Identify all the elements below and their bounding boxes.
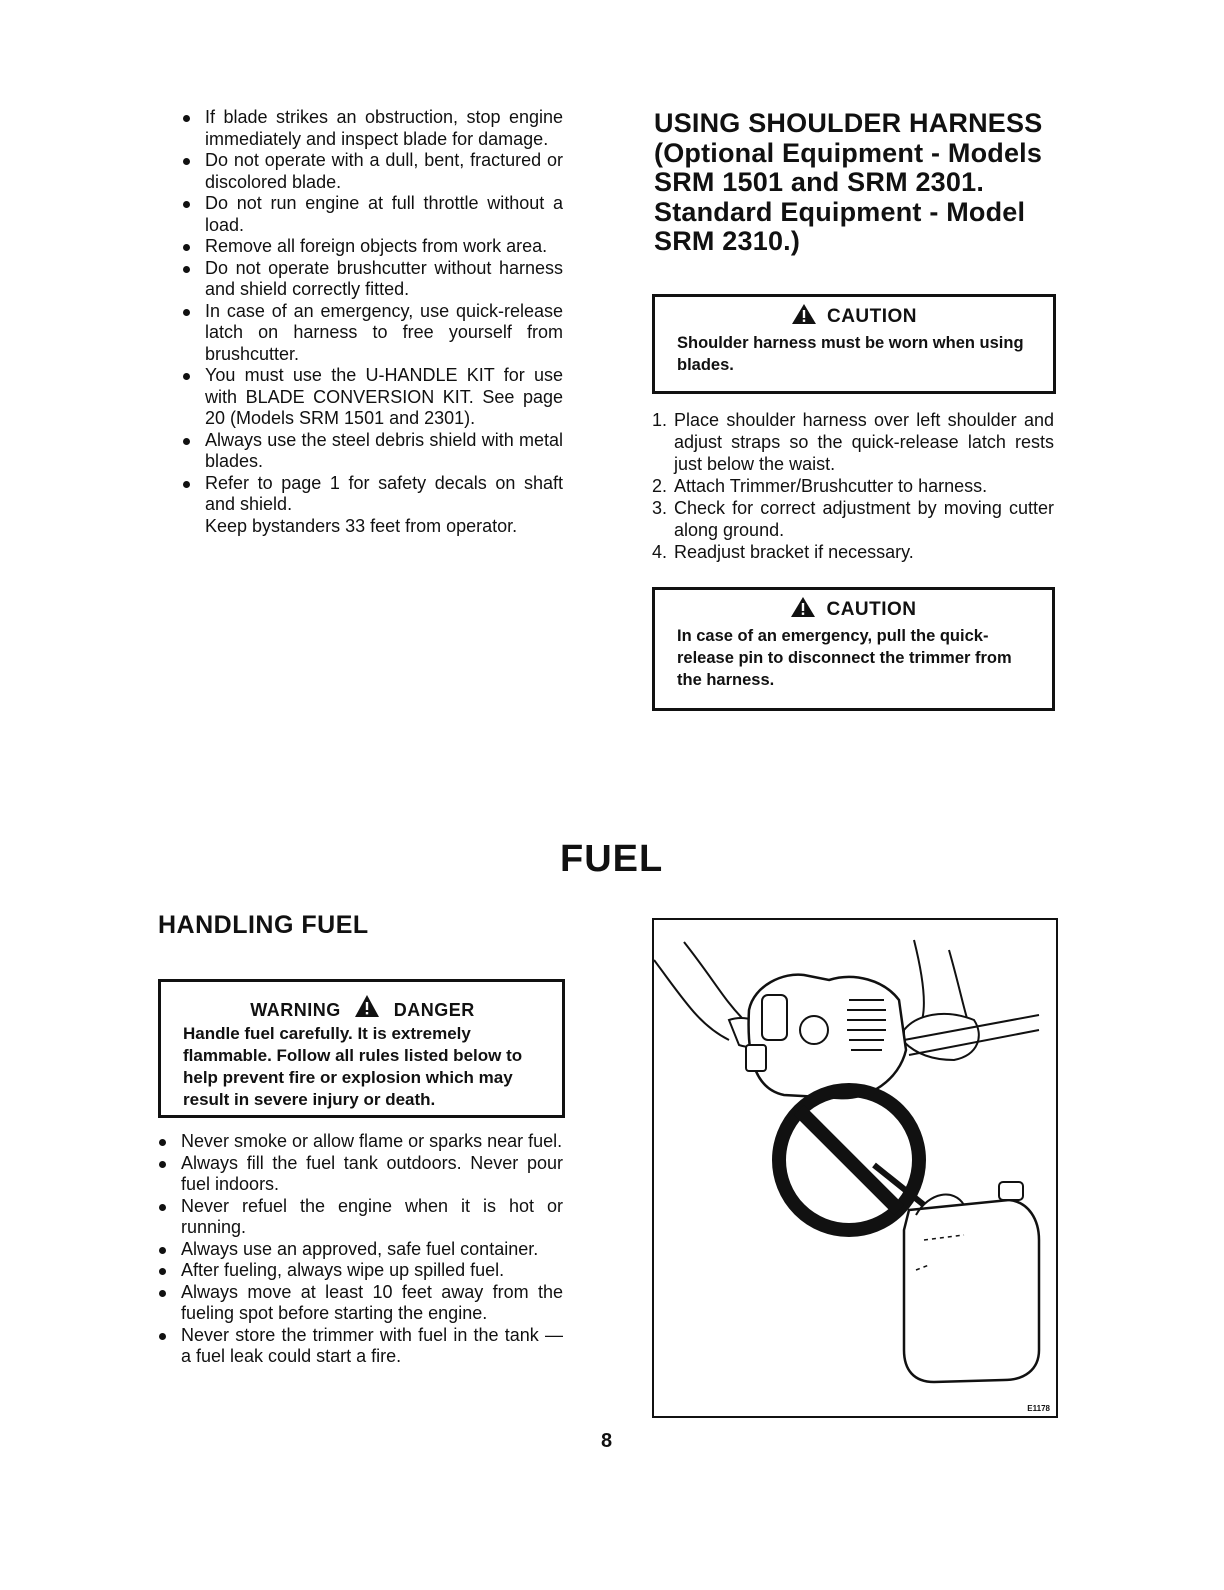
list-item: Do not operate brushcutter without harness and shield correctly fitted. xyxy=(180,258,563,301)
harness-caution-box xyxy=(652,294,1056,394)
no-refuel-illustration xyxy=(652,918,1058,1418)
step-item xyxy=(652,541,1054,563)
list-item: You must use the U-HANDLE KIT for use with BLADE CONVERSION KIT. See page 20 (Models SRM 1501 and 2301). xyxy=(180,365,563,430)
step-number: 3. xyxy=(652,498,668,518)
harness-emergency-caution-box xyxy=(652,587,1055,711)
list-item: After fueling, always wipe up spilled fuel. xyxy=(156,1260,563,1282)
warning-label: WARNING xyxy=(250,1000,341,1020)
warning-header xyxy=(183,994,542,1023)
section-title-fuel: FUEL xyxy=(560,838,664,880)
handling-fuel-heading: HANDLING FUEL xyxy=(158,911,369,939)
warning-text: Handle fuel carefully. It is extremely flammable. Follow all rules listed below to help prevent fire or explosion which may result in severe injury or death. xyxy=(183,1024,523,1109)
list-item: Do not run engine at full throttle without a load. xyxy=(180,193,563,236)
list-item: In case of an emergency, use quick-release latch on harness to free yourself from brushcutter. xyxy=(180,301,563,366)
list-item: If blade strikes an obstruction, stop engine immediately and inspect blade for damage. xyxy=(180,107,563,150)
list-item: Do not operate with a dull, bent, fractured or discolored blade. xyxy=(180,150,563,193)
step-number: 1. xyxy=(652,410,668,430)
fuel-warning-box xyxy=(158,979,565,1118)
caution-header xyxy=(677,303,1031,332)
list-item: Never store the trimmer with fuel in the tank — a fuel leak could start a fire. xyxy=(156,1325,563,1368)
harness-heading: USING SHOULDER HARNESS (Optional Equipment - Models SRM 1501 and SRM 2301. Standard Equipment - Model SRM 2310.) xyxy=(654,108,1043,256)
harness-steps xyxy=(652,409,1054,563)
warning-triangle-icon xyxy=(790,596,816,625)
caution-header xyxy=(677,596,1030,625)
list-item: Always move at least 10 feet away from the fueling spot before starting the engine. xyxy=(156,1282,563,1325)
list-item: Never smoke or allow flame or sparks near fuel. xyxy=(156,1131,563,1153)
step-text: Check for correct adjustment by moving cutter along ground. xyxy=(674,498,1054,540)
caution-text: In case of an emergency, pull the quick-release pin to disconnect the trimmer from the harness. xyxy=(677,627,1012,689)
step-number: 4. xyxy=(652,542,668,562)
caution-text: Shoulder harness must be worn when using blades. xyxy=(677,334,1024,374)
step-item xyxy=(652,475,1054,497)
fuel-safety-list xyxy=(156,1131,563,1368)
warning-triangle-icon xyxy=(791,303,817,332)
illustration-drawing xyxy=(654,920,1056,1416)
danger-label: DANGER xyxy=(393,1000,475,1020)
step-text: Attach Trimmer/Brushcutter to harness. xyxy=(674,476,988,496)
caution-title: CAUTION xyxy=(826,599,917,620)
step-text: Place shoulder harness over left shoulder and adjust straps so the quick-release latch rests just below the waist. xyxy=(674,410,1054,474)
list-item-continuation: Keep bystanders 33 feet from operator. xyxy=(205,515,518,536)
list-item: Remove all foreign objects from work area. xyxy=(180,236,563,258)
caution-title: CAUTION xyxy=(826,306,918,327)
list-item: Never refuel the engine when it is hot or running. xyxy=(156,1196,563,1239)
list-item: Always fill the fuel tank outdoors. Never pour fuel indoors. xyxy=(156,1153,563,1196)
step-text: Readjust bracket if necessary. xyxy=(674,542,914,562)
list-item: Always use the steel debris shield with metal blades. xyxy=(180,430,563,473)
list-item: Refer to page 1 for safety decals on shaft and shield. xyxy=(180,473,563,516)
figure-code: E1178 xyxy=(1027,1404,1050,1413)
step-number: 2. xyxy=(652,476,668,496)
page-number: 8 xyxy=(601,1430,613,1452)
blade-safety-list xyxy=(180,107,563,537)
warning-triangle-icon xyxy=(354,994,380,1023)
step-item xyxy=(652,409,1054,475)
step-item xyxy=(652,497,1054,541)
list-item: Always use an approved, safe fuel container. xyxy=(156,1239,563,1261)
